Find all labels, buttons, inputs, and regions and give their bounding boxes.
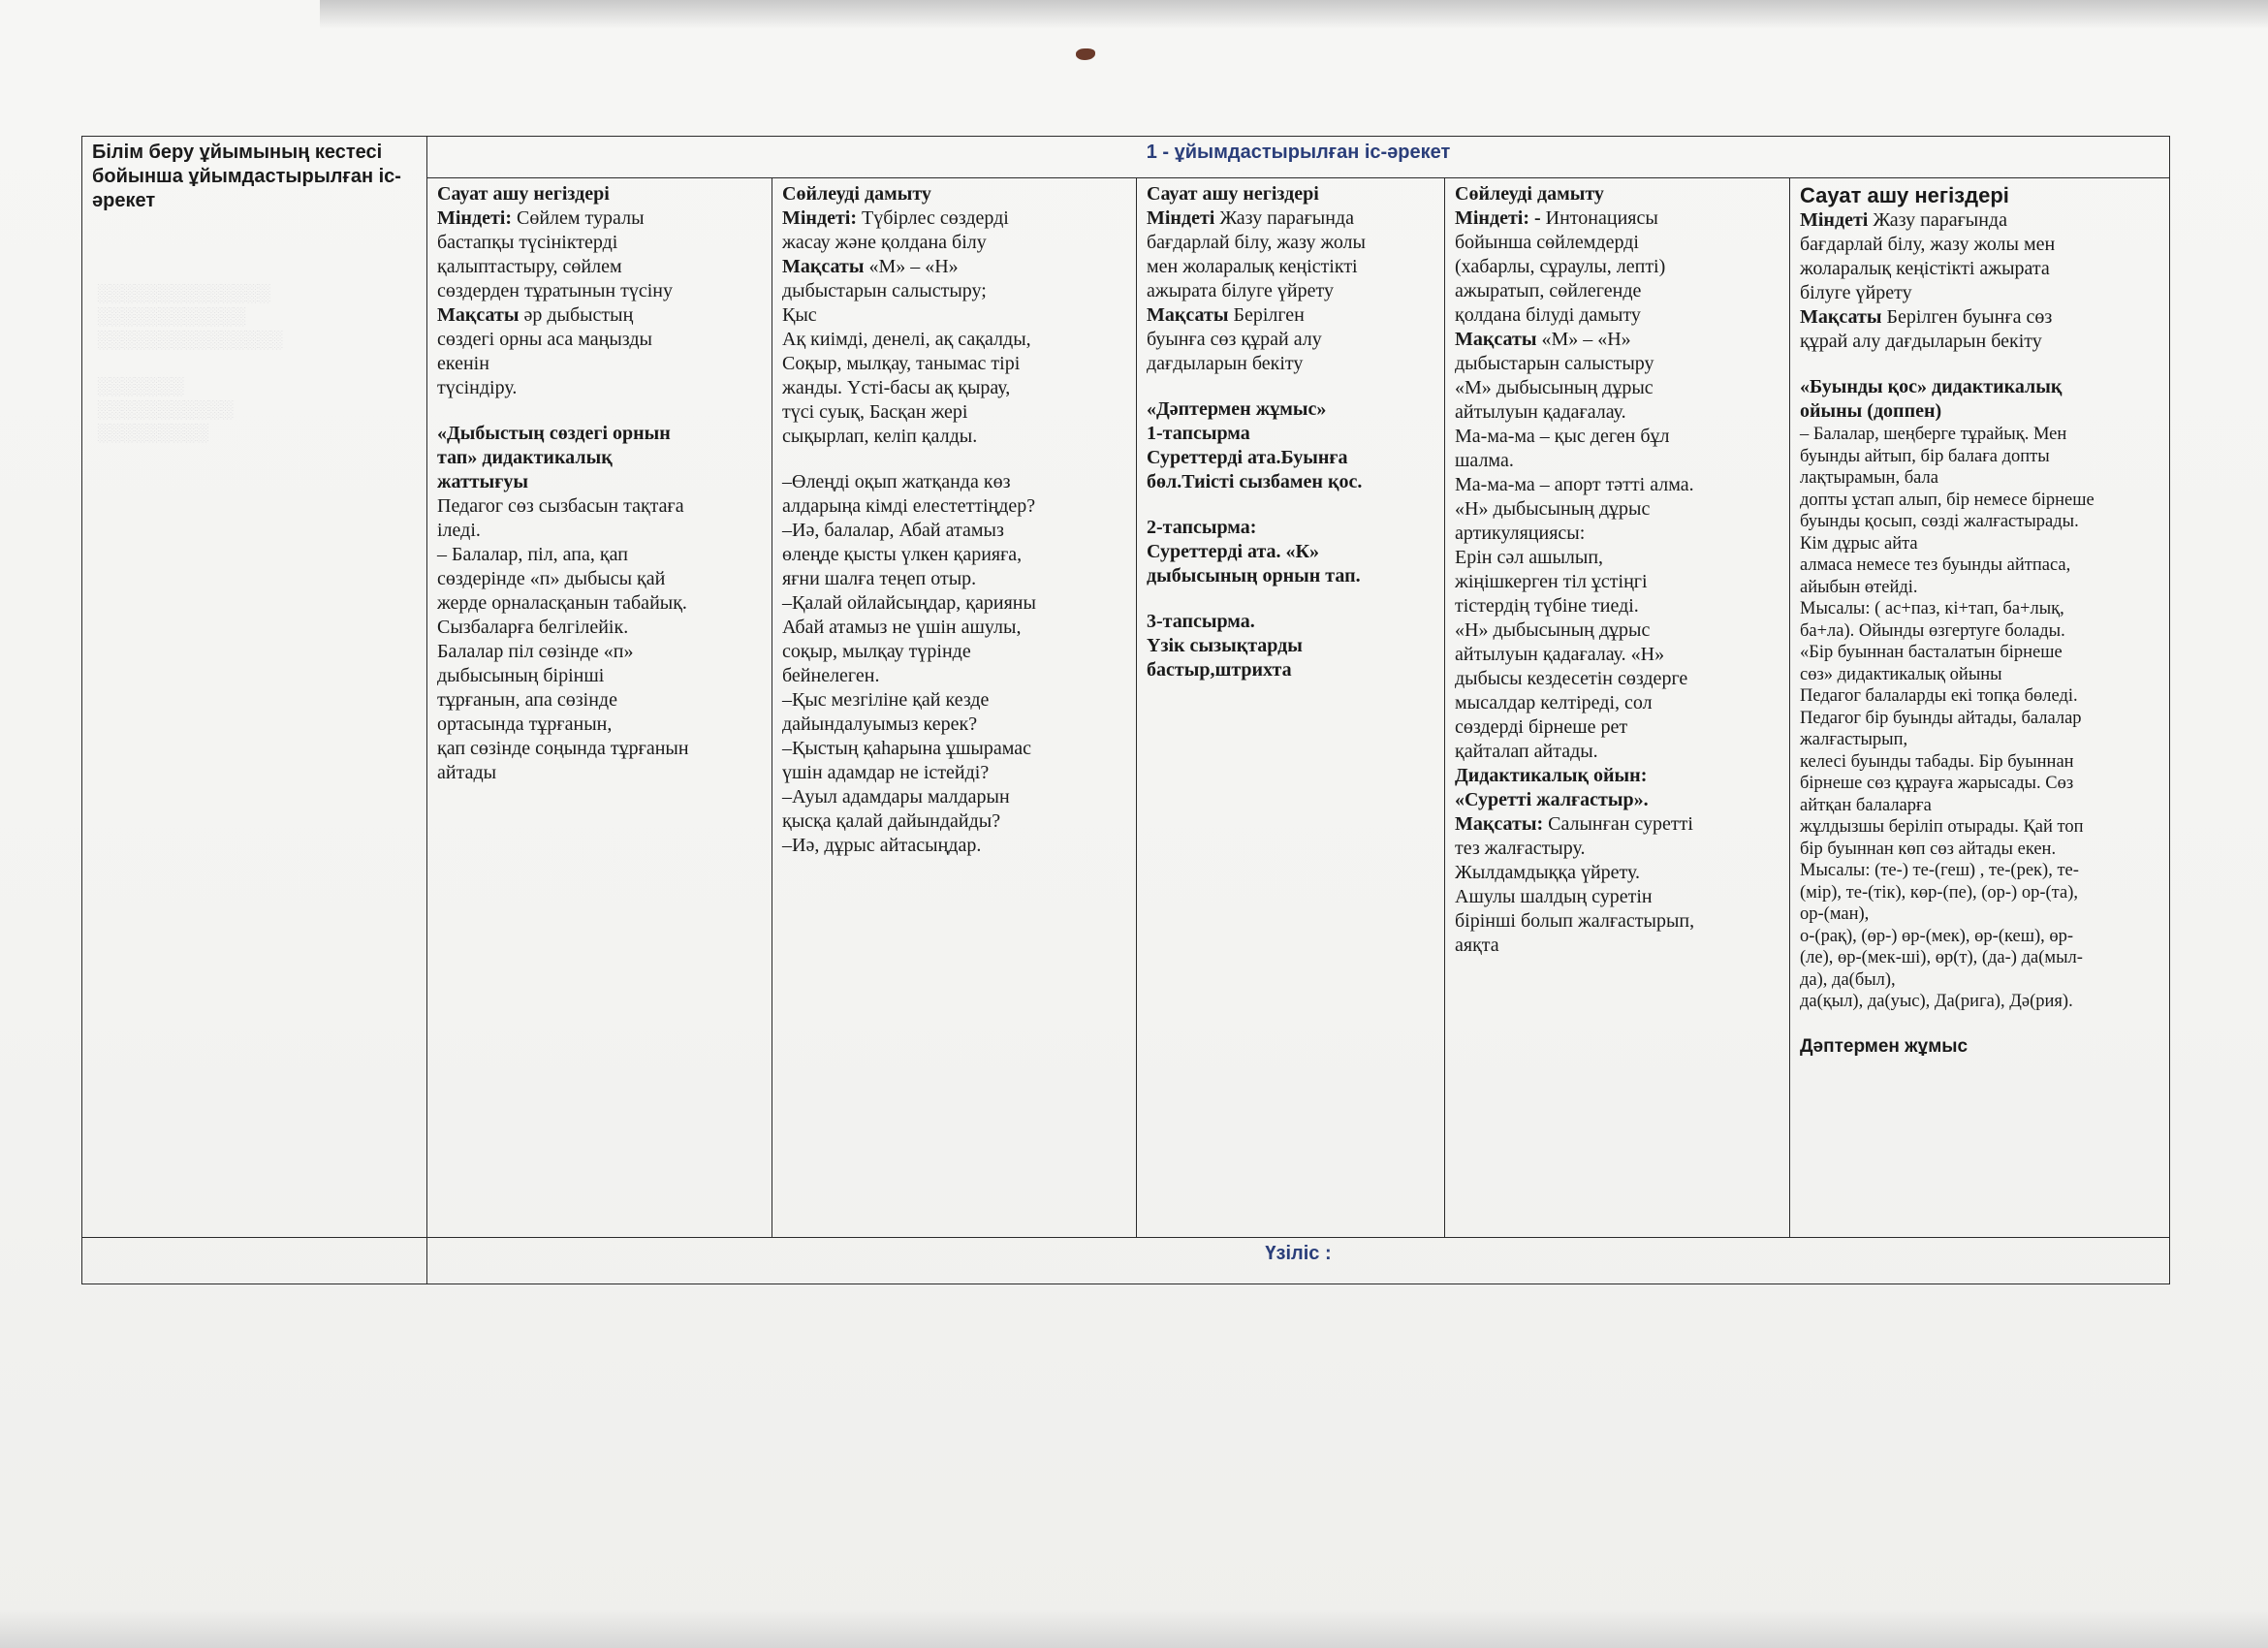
text-lead: Мақсаты <box>1800 306 1882 328</box>
text-line: Ерін сәл ашылып, <box>1455 547 1604 568</box>
text-line: «Н» дыбысының дұрыс <box>1455 498 1651 520</box>
text-line: тістердің түбіне тиеді. <box>1455 595 1639 617</box>
text-line: –Иә, балалар, Абай атамыз <box>782 520 1004 541</box>
text-line: мен жоларалық кеңістікті <box>1147 256 1358 277</box>
text-line: жерде орналасқанын табайық. <box>437 592 687 614</box>
row-label-cell <box>82 137 427 1238</box>
text-line: Ақ киімді, денелі, ақ сақалды, <box>782 329 1031 350</box>
text-line: (хабарлы, сұраулы, лепті) <box>1455 256 1666 277</box>
text-line: Міндеті: Түбірлес сөздерді <box>782 207 1009 229</box>
text-line: Мысалы: (те-) те-(геш) , те-(рек), те- <box>1800 861 2079 880</box>
text-line: Үзік сызықтарды <box>1147 635 1303 656</box>
column-1 <box>427 178 772 1238</box>
text-line: ортасында тұрғанын, <box>437 713 613 735</box>
text-line: дыбыстарын салыстыру <box>1455 353 1654 374</box>
text-line: бір буыннан көп сөз айтады екен. <box>1800 839 2057 859</box>
column-2-text <box>782 182 1126 858</box>
text-line: қайталап айтады. <box>1455 741 1598 762</box>
text-lead: Міндеті: <box>437 207 512 229</box>
text-line: бастапқы түсініктерді <box>437 232 618 253</box>
column-5-text <box>1800 208 2159 424</box>
text-lead: Мақсаты: <box>1455 813 1544 835</box>
text-line: –Қыстың қаһарына ұшырамас <box>782 738 1032 759</box>
text-line: алмаса немесе тез буынды айтпаса, <box>1800 555 2071 575</box>
scan-edge-shadow <box>320 0 2268 29</box>
activity-header: 1 - ұйымдастырылған іс-әрекет <box>1146 142 1451 163</box>
text-line <box>1147 588 1434 610</box>
text-line: бағдарлай білу, жазу жолы <box>1147 232 1366 253</box>
text-line: сықырлап, келіп қалды. <box>782 426 978 447</box>
text-line: Педагог сөз сызбасын тақтаға <box>437 495 684 517</box>
text-line: жалғастырып, <box>1800 730 1908 749</box>
text-line: Мақсаты әр дыбыстың <box>437 304 634 326</box>
text-line: сөздегі орны аса маңызды <box>437 329 652 350</box>
text-line: Ма-ма-ма – апорт тәтті алма. <box>1455 474 1694 495</box>
break-cell <box>427 1238 2170 1284</box>
text-line: Міндеті Жазу парағында <box>1800 209 2007 231</box>
text-line: Дидактикалық ойын: <box>1455 765 1648 786</box>
text-line: Сауат ашу негіздері <box>437 183 610 205</box>
text-line: Ма-ма-ма – қыс деген бұл <box>1455 426 1670 447</box>
text-line: өлеңде қысты үлкен қарияға, <box>782 544 1023 565</box>
text-line: Мақсаты Берілген буынға сөз <box>1800 306 2053 328</box>
text-line: ойыны (доппен) <box>1800 400 1942 422</box>
text-line: Сөйлеуді дамыту <box>1455 183 1604 205</box>
text-line: айтылуын қадағалау. «Н» <box>1455 644 1665 665</box>
text-lead: Мақсаты <box>437 304 520 326</box>
row-label: Білім беру ұйымының кестесі бойынша ұйымдастырылған іс-әрекет <box>92 142 401 211</box>
text-line: Абай атамыз не үшін ашулы, <box>782 617 1022 638</box>
text-line: сөз» дидактикалық ойыны <box>1800 664 2002 684</box>
text-line: –Ауыл адамдары малдарын <box>782 786 1010 808</box>
column-3 <box>1137 178 1445 1238</box>
text-line: шалма. <box>1455 450 1514 471</box>
text-line: түсіндіру. <box>437 377 518 398</box>
text-line: жұлдызшы беріліп отырады. Қай топ <box>1800 817 2084 837</box>
text-line: ба+ла). Ойынды өзгертуге болады. <box>1800 620 2065 641</box>
text-line: құрай алу дағдыларын бекіту <box>1800 331 2042 352</box>
text-line: айтады <box>437 762 497 783</box>
text-line: жіңішкерген тіл ұстіңгі <box>1455 571 1648 592</box>
text-line: келесі буынды табады. Бір буыннан <box>1800 751 2074 772</box>
text-line: жоларалық кеңістікті ажырата <box>1800 258 2050 279</box>
text-line: ажыратып, сөйлегенде <box>1455 280 1642 301</box>
text-line: жаттығуы <box>437 471 528 492</box>
text-line <box>782 449 1126 470</box>
text-line <box>1800 354 2159 375</box>
text-line: –Өлеңді оқып жатқанда көз <box>782 471 1011 492</box>
text-line: допты ұстап алып, бір немесе бірнеше <box>1800 490 2095 510</box>
text-lead: Міндеті <box>1147 207 1215 229</box>
text-line: –Қыс мезгіліне қай кезде <box>782 689 990 711</box>
text-line: – Балалар, шеңберге тұрайық. Мен <box>1800 425 2067 444</box>
text-line: Мақсаты «М» – «Н» <box>1455 329 1631 350</box>
text-line: да), да(был), <box>1800 969 1896 990</box>
text-line: «Буынды қос» дидактикалық <box>1800 376 2063 397</box>
column-5 <box>1790 178 2170 1238</box>
text-line: – Балалар, піл, апа, қап <box>437 544 628 565</box>
text-line <box>437 400 762 422</box>
text-lead: Міндеті: - <box>1455 207 1541 229</box>
text-line: бейнелеген. <box>782 665 880 686</box>
text-line: «Бір буыннан басталатын бірнеше <box>1800 643 2063 662</box>
text-lead: Міндеті <box>1800 209 1869 231</box>
activity-header-cell <box>427 137 2170 178</box>
text-line: «Дыбыстың сөздегі орнын <box>437 423 671 444</box>
text-line: қалыптастыру, сөйлем <box>437 256 622 277</box>
text-line: мысалдар келтіреді, сол <box>1455 692 1653 713</box>
text-line: қысқа қалай дайындайды? <box>782 810 1001 832</box>
text-line: «Суретті жалғастыр». <box>1455 789 1649 810</box>
text-line: –Иә, дұрыс айтасыңдар. <box>782 835 982 856</box>
text-line: іледі. <box>437 520 481 541</box>
text-line: Міндеті: Сөйлем туралы <box>437 207 645 229</box>
text-line: Суреттерді ата.Буынға <box>1147 447 1348 468</box>
text-line: Міндеті: - Интонациясы <box>1455 207 1658 229</box>
ink-spot <box>1076 48 1095 60</box>
text-line: (ле), өр-(мек-ші), өр(т), (да-) да(мыл- <box>1800 948 2083 967</box>
text-line: «М» дыбысының дұрыс <box>1455 377 1654 398</box>
text-line: «Дәптермен жұмыс» <box>1147 398 1327 420</box>
text-line: дыбысының бірінші <box>437 665 605 686</box>
bleed-through-text: ░░░░░░░░░░░░░░ ░░░░░░░░░░░░ ░░░░░░░░░░░░░░░ ░░░░░░░ ░░░░░░░░░░░ ░░░░░░░░░ <box>97 283 283 442</box>
text-line: сөздерінде «п» дыбысы қай <box>437 568 666 589</box>
text-line: о-(рақ), (өр-) өр-(мек), өр-(кеш), өр- <box>1800 926 2074 946</box>
text-line: –Қалай ойлайсыңдар, қарияны <box>782 592 1036 614</box>
text-line: Сызбаларға белгілейік. <box>437 617 629 638</box>
text-lead: Мақсаты <box>782 256 865 277</box>
column-5-game-text <box>1800 424 2159 1013</box>
text-line: дағдыларын бекіту <box>1147 353 1304 374</box>
text-line: жанды. Үсті-басы ақ қырау, <box>782 377 1011 398</box>
text-line: бастыр,штрихта <box>1147 659 1292 681</box>
text-line: буынға сөз құрай алу <box>1147 329 1322 350</box>
text-line: Қыс <box>782 304 817 326</box>
text-lead: Міндеті: <box>782 207 857 229</box>
text-line: үшін адамдар не істейді? <box>782 762 990 783</box>
column-2 <box>772 178 1137 1238</box>
text-line: бағдарлай білу, жазу жолы мен <box>1800 234 2056 255</box>
text-line: айыбын өтейді. <box>1800 577 1918 597</box>
text-line: ор-(ман), <box>1800 904 1870 924</box>
text-line: Сөйлеуді дамыту <box>782 183 931 205</box>
text-lead: Мақсаты <box>1455 329 1537 350</box>
text-line: тұрғанын, апа сөзінде <box>437 689 617 711</box>
text-line: жасау және қолдана білу <box>782 232 987 253</box>
text-line: бөл.Тиісті сызбамен қос. <box>1147 471 1363 492</box>
column-1-text <box>437 182 762 785</box>
text-line: Жылдамдыққа үйрету. <box>1455 862 1641 883</box>
text-line: алдарыңа кімді елестеттіңдер? <box>782 495 1036 517</box>
column-4 <box>1445 178 1790 1238</box>
text-line: сөздерді бірнеше рет <box>1455 716 1628 738</box>
text-line <box>1147 494 1434 516</box>
spacer <box>1800 1013 2159 1034</box>
text-line: қап сөзінде соңында тұрғанын <box>437 738 689 759</box>
text-line: «Н» дыбысының дұрыс <box>1455 619 1651 641</box>
text-line: дыбысы кездесетін сөздерге <box>1455 668 1688 689</box>
text-line: екенін <box>437 353 489 374</box>
text-line <box>1147 376 1434 397</box>
text-line: (мір), те-(тік), көр-(пе), (ор-) ор-(та), <box>1800 882 2078 903</box>
text-line: Балалар піл сөзінде «п» <box>437 641 634 662</box>
text-line: түсі суық, Басқан жері <box>782 401 968 423</box>
text-line: ажырата білуге үйрету <box>1147 280 1334 301</box>
text-line: дайындалуымыз керек? <box>782 713 978 735</box>
text-line: аяқта <box>1455 935 1499 956</box>
text-line: дыбыстарын салыстыру; <box>782 280 987 301</box>
text-line: Мақсаты «М» – «Н» <box>782 256 959 277</box>
text-line: 2-тапсырма: <box>1147 517 1257 538</box>
text-line: Мақсаты Берілген <box>1147 304 1305 326</box>
text-lead: Мақсаты <box>1147 304 1229 326</box>
text-line: 1-тапсырма <box>1147 423 1250 444</box>
text-line: Мысалы: ( ас+паз, кі+тап, ба+лық, <box>1800 599 2064 618</box>
text-line: Мақсаты: Салынған суретті <box>1455 813 1693 835</box>
text-line: 3-тапсырма. <box>1147 611 1255 632</box>
break-label: Үзіліс : <box>1265 1243 1332 1264</box>
lesson-plan-table <box>81 136 2170 1284</box>
text-line: қолдана білуді дамыту <box>1455 304 1641 326</box>
text-line: бірнеше сөз құрауға жарысады. Сөз <box>1800 774 2074 793</box>
text-line: да(қыл), да(уыс), Да(рига), Дә(рия). <box>1800 992 2073 1011</box>
text-line: Сауат ашу негіздері <box>1147 183 1319 205</box>
text-line: сөздерден тұратынын түсіну <box>437 280 673 301</box>
column-5-closing: Дәптермен жұмыс <box>1800 1035 1969 1057</box>
footer-empty-cell <box>82 1238 427 1284</box>
text-line: тап» дидактикалық <box>437 447 613 468</box>
text-line: Педагог балаларды екі топқа бөледі. <box>1800 686 2078 706</box>
text-line: Суреттерді ата. «К» <box>1147 541 1320 562</box>
text-line: артикуляциясы: <box>1455 523 1586 544</box>
column-3-text <box>1147 182 1434 682</box>
text-line: бірінші болып жалғастырып, <box>1455 910 1695 932</box>
text-line: тез жалғастыру. <box>1455 838 1586 859</box>
text-line: Педагог бір буынды айтады, балалар <box>1800 708 2082 728</box>
text-line: дыбысының орнын тап. <box>1147 565 1361 586</box>
text-line: айтылуын қадағалау. <box>1455 401 1626 423</box>
text-line: яғни шалға теңеп отыр. <box>782 568 977 589</box>
text-line: буынды қосып, сөзді жалғастырады. <box>1800 512 2079 531</box>
text-line: айтқан балаларға <box>1800 795 1932 815</box>
text-line: Кім дұрыс айта <box>1800 533 1918 554</box>
text-line: Ашулы шалдың суретін <box>1455 886 1653 907</box>
text-line: бойынша сөйлемдерді <box>1455 232 1639 253</box>
text-line: білуге үйрету <box>1800 282 1912 303</box>
column-5-title: Сауат ашу негіздері <box>1800 183 2009 207</box>
column-4-text <box>1455 182 1780 958</box>
text-line: соқыр, мылқау түрінде <box>782 641 971 662</box>
text-line: Соқыр, мылқау, танымас тірі <box>782 353 1021 374</box>
text-line: Міндеті Жазу парағында <box>1147 207 1354 229</box>
text-line: лақтырамын, бала <box>1800 468 1938 488</box>
text-line: буынды айтып, бір балаға допты <box>1800 446 2050 466</box>
scan-bottom-shadow <box>0 1609 2268 1648</box>
